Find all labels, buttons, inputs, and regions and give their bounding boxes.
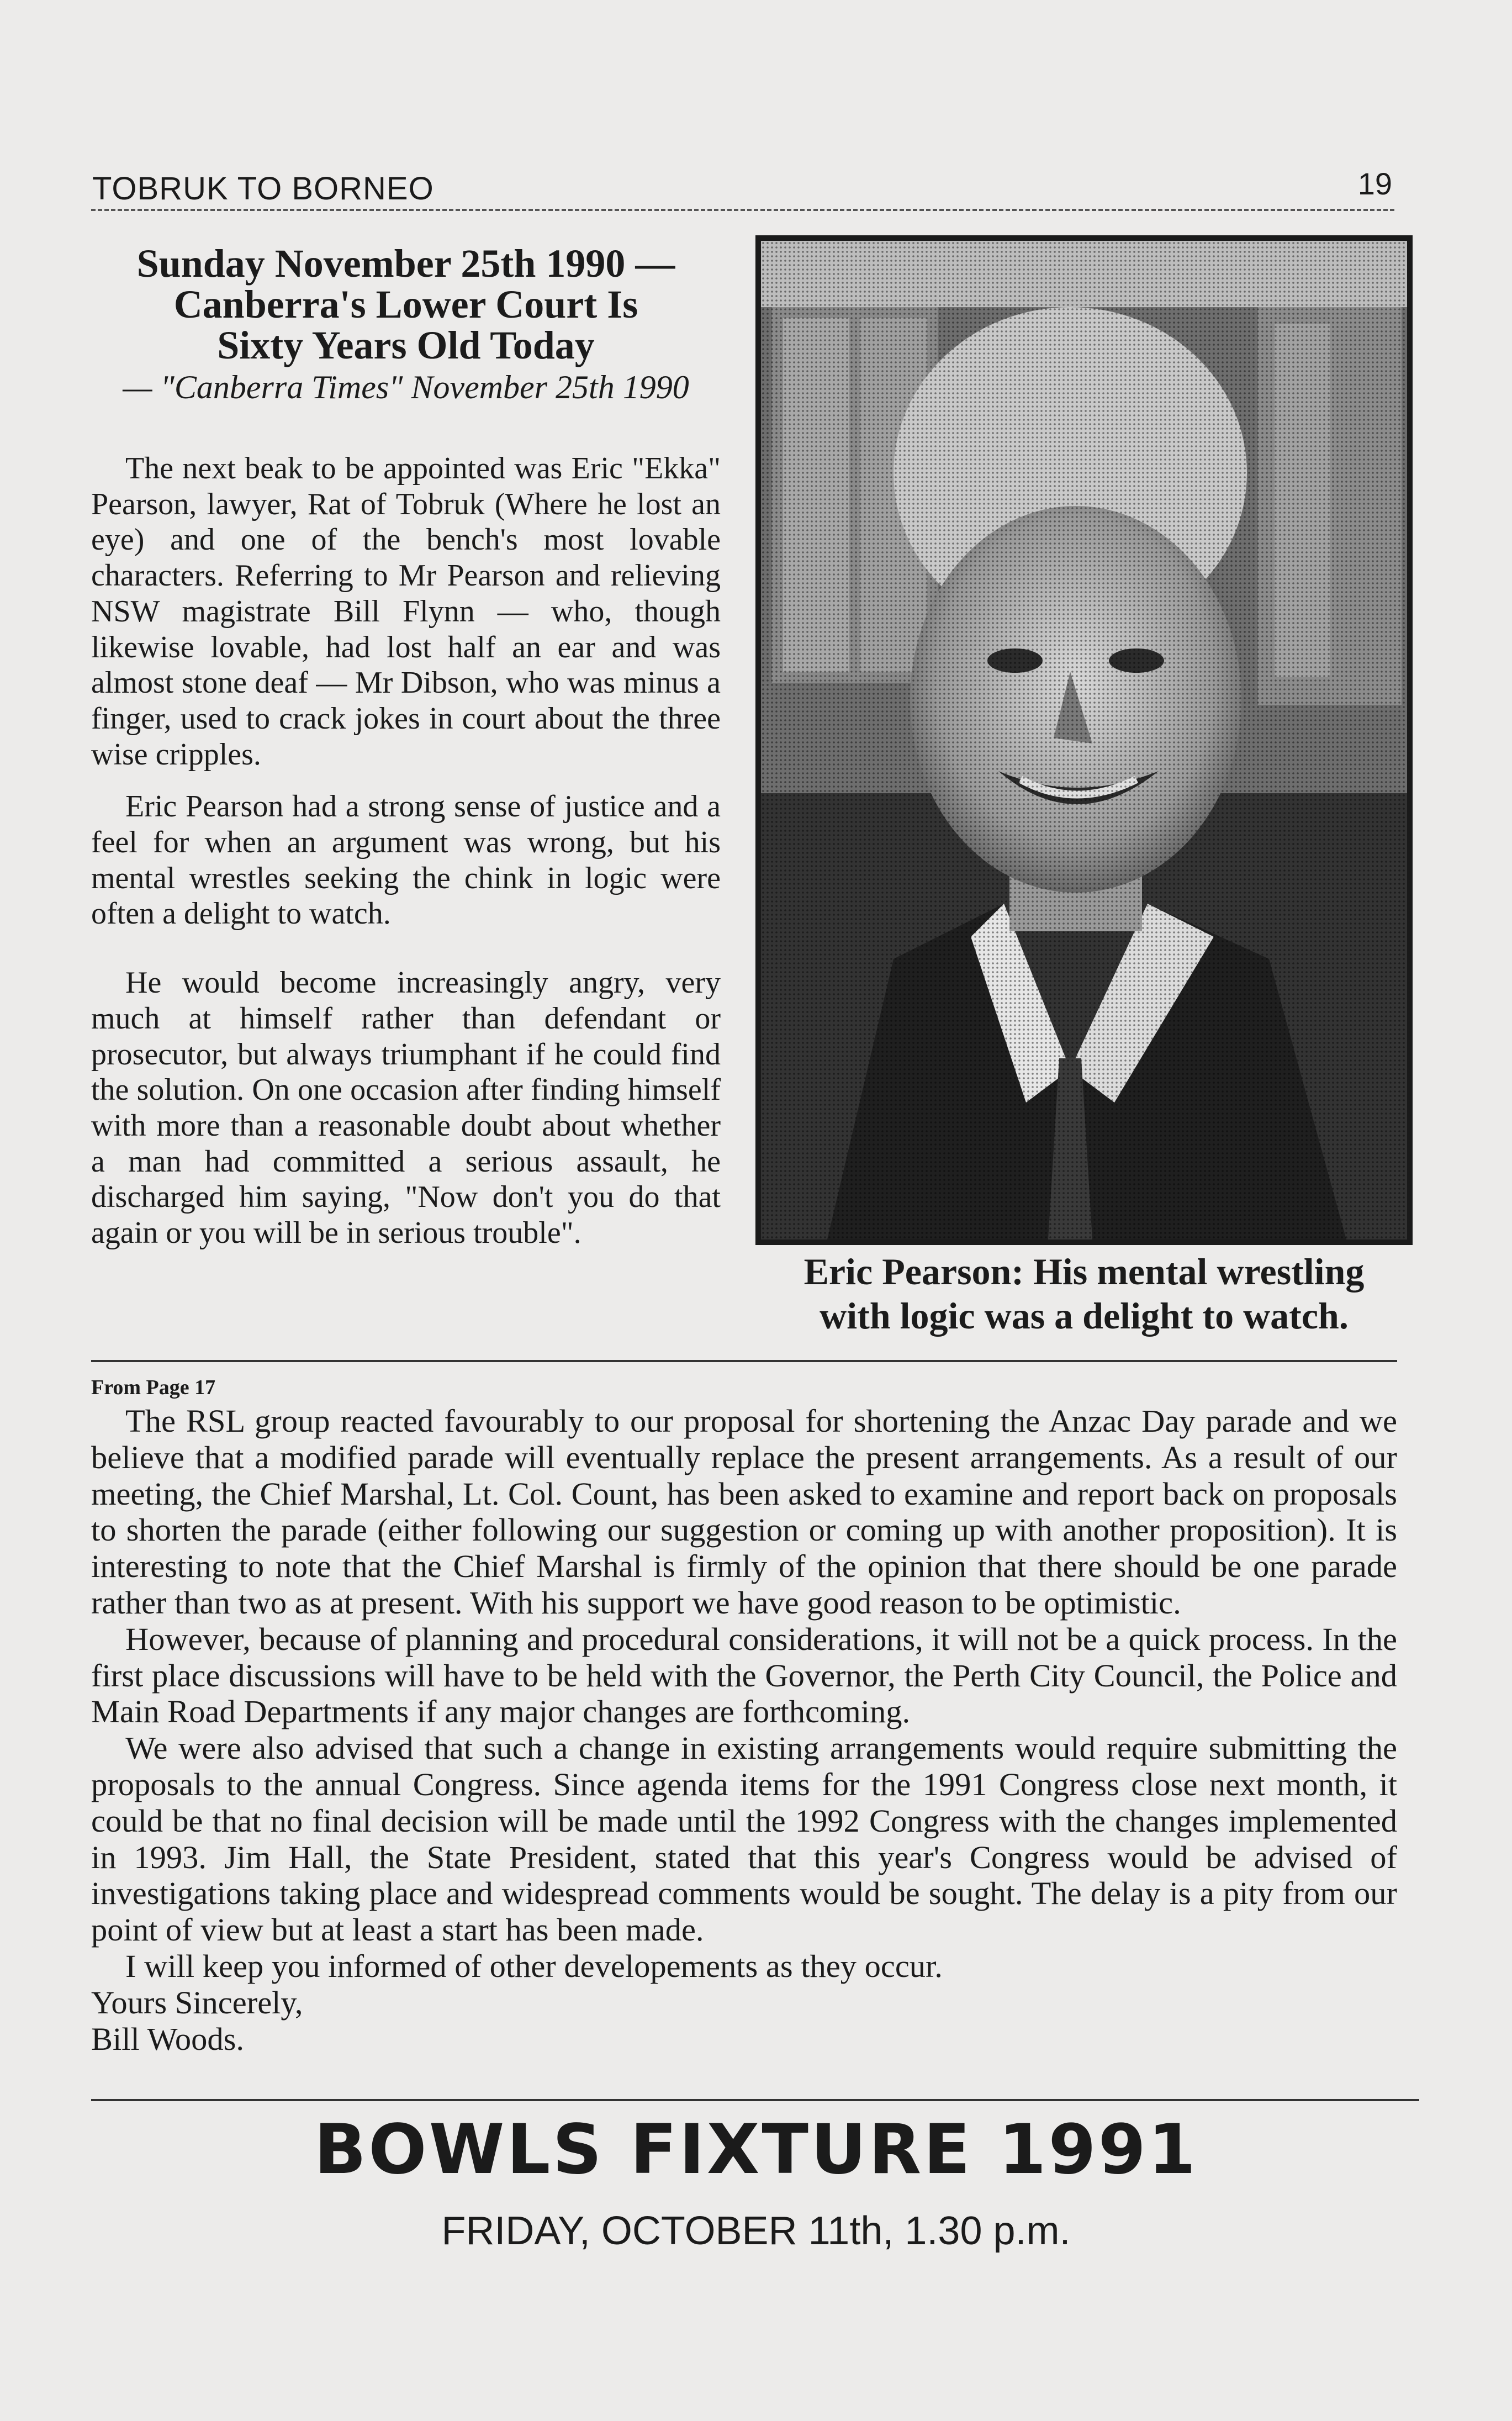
article-body xyxy=(91,451,721,1251)
section-divider xyxy=(91,2099,1419,2101)
portrait-photo xyxy=(755,235,1413,1245)
caption-line: Eric Pearson: His mental wrestling xyxy=(803,1251,1365,1293)
letter-paragraph: The RSL group reacted favourably to our proposal for shortening the Anzac Day parade and we believe that a modified parade will eventually replace the present arrangements. As a result of our meeting, the Chief Marshal, Lt. Col. Count, has been asked to examine and report back on proposals to shorten the parade (either following our suggestion or coming up with another proposition). It is interesting to note that the Chief Marshal is firmly of the opinion that there should be one parade rather than two as at present. With his support we have good reason to be optimistic. xyxy=(91,1403,1397,1621)
bowls-fixture-date: FRIDAY, OCTOBER 11th, 1.30 p.m. xyxy=(441,2209,1071,2253)
article-paragraph: The next beak to be appointed was Eric "Ekka" Pearson, lawyer, Rat of Tobruk (Where he lost an eye) and one of the bench's most lovable characters. Referring to Mr Pearson and relieving NSW magistrate Bill Flynn — who, though likewise lovable, had lost half an ear and was almost stone deaf — Mr Dibson, who was minus a finger, used to crack jokes in court about the three wise cripples. xyxy=(91,451,721,772)
portrait-photo-illustration xyxy=(761,241,1407,1239)
bowls-fixture-title: BOWLS FIXTURE 1991 xyxy=(314,2110,1198,2190)
article-paragraph: He would become increasingly angry, very much at himself rather than defendant or prosecutor, but always triumphant if he could find the solution. On one occasion after finding himself with more than a reasonable doubt about whether a man had committed a serious assault, he discharged him saying, "Now don't you do that again or you will be in serious trouble". xyxy=(91,966,721,1251)
headline-line: Sunday November 25th 1990 — xyxy=(136,241,675,286)
article-paragraph: Eric Pearson had a strong sense of justice and a feel for when an argument was wrong, but his mental wrestles seeking the chink in logic were often a delight to watch. xyxy=(91,789,721,931)
page-number: 19 xyxy=(1357,166,1392,201)
letter-paragraph: We were also advised that such a change in existing arrangements would require submitting the proposals to the annual Congress. Since agenda items for the 1991 Congress close next month, it could be that no final decision will be made until the 1992 Congress with the changes implemented in 1993. Jim Hall, the State President, stated that this year's Congress would be advised of investigations taking place and widespread comments would be sought. The delay is a pity from our point of view but at least a start has been made. xyxy=(91,1730,1397,1948)
article-headline xyxy=(91,243,721,366)
photo-caption xyxy=(755,1249,1413,1338)
continued-from-label: From Page 17 xyxy=(91,1376,216,1399)
article xyxy=(91,243,721,1268)
caption-line: with logic was a delight to watch. xyxy=(820,1295,1349,1337)
letter-closing: Yours Sincerely, xyxy=(91,1984,303,2021)
headline-line: Canberra's Lower Court Is xyxy=(173,282,638,326)
letter-paragraph: I will keep you informed of other developements as they occur. xyxy=(125,1948,943,1984)
article-source: — "Canberra Times" November 25th 1990 xyxy=(123,369,689,405)
letter-signature: Bill Woods. xyxy=(91,2021,245,2057)
running-title: TOBRUK TO BORNEO xyxy=(92,171,434,207)
letter-paragraph: However, because of planning and procedural considerations, it will not be a quick process. In the first place discussions will have to be held with the Governor, the Perth City Council, the Police and Main Road Departments if any major changes are forthcoming. xyxy=(91,1621,1397,1730)
letter xyxy=(91,1403,1397,2057)
headline-line: Sixty Years Old Today xyxy=(217,323,595,367)
section-divider xyxy=(91,1360,1397,1362)
running-header xyxy=(91,166,1394,211)
